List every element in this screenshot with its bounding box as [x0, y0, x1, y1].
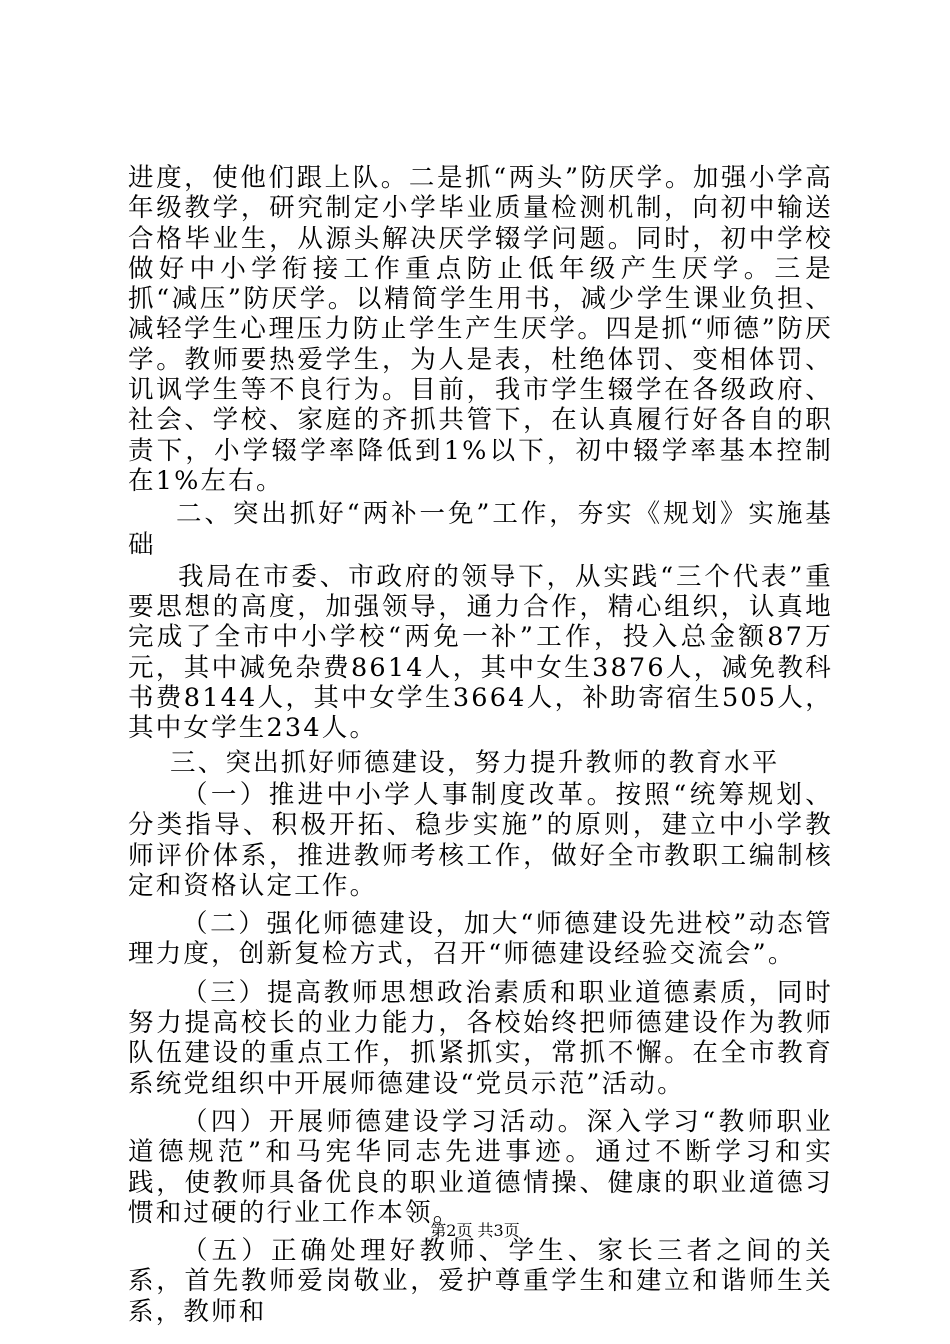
document-body: [128, 163, 833, 1327]
paragraph-dropout-prevention: 进度，使他们跟上队。二是抓“两头”防厌学。加强小学高年级教学，研究制定小学毕业质量检测机制，向初中输送合格毕业生，从源头解决厌学辍学问题。同时，初中学校做好中小学衔接工作重点防止低年级产生厌学。三是抓“减压”防厌学。以精简学生用书，减少学生课业负担、减轻学生心理压力防止学生产生厌学。四是抓“师德”防厌学。教师要热爱学生，为人是表，杜绝体罚、变相体罚、讥讽学生等不良行为。目前，我市学生辍学在各级政府、社会、学校、家庭的齐抓共管下，在认真履行好各自的职责下，小学辍学率降低到1%以下，初中辍学率基本控制在1%左右。: [128, 163, 833, 496]
heading-section-two: 二、突出抓好“两补一免”工作，夯实《规划》实施基础: [128, 499, 833, 560]
page-number-footer: 第2页 共3页: [430, 1221, 520, 1240]
paragraph-item-four: （四）开展师德建设学习活动。深入学习“教师职业道德规范”和马宪华同志先进事迹。通过不断学习和实践，使教师具备优良的职业道德情操、健康的职业道德习惯和过硬的行业工作本领。: [128, 1106, 833, 1228]
paragraph-item-two: （二）强化师德建设，加大“师德建设先进校”动态管理力度，创新复检方式，召开“师德建设经验交流会”。: [128, 909, 833, 970]
paragraph-item-three: （三）提高教师思想政治素质和职业道德素质，同时努力提高校长的业力能力，各校始终把师德建设作为教师队伍建设的重点工作，抓紧抓实，常抓不懈。在全市教育系统党组织中开展师德建设“党员示范”活动。: [128, 977, 833, 1099]
paragraph-fee-exemption: 我局在市委、市政府的领导下，从实践“三个代表”重要思想的高度，加强领导，通力合作，精心组织，认真地完成了全市中小学校“两免一补”工作，投入总金额87万元，其中减免杂费8614人，其中女生3876人，减免教科书费8144人，其中女学生3664人，补助寄宿生505人，其中女学生234人。: [128, 561, 833, 744]
paragraph-item-five: （五）正确处理好教师、学生、家长三者之间的关系，首先教师爱岗敬业，爱护尊重学生和建立和谐师生关系，教师和: [128, 1236, 833, 1327]
paragraph-item-one: （一）推进中小学人事制度改革。按照“统筹规划、分类指导、积极开拓、稳步实施”的原则，建立中小学教师评价体系，推进教师考核工作，做好全市教职工编制核定和资格认定工作。: [128, 779, 833, 901]
heading-section-three: 三、突出抓好师德建设，努力提升教师的教育水平: [170, 747, 780, 778]
